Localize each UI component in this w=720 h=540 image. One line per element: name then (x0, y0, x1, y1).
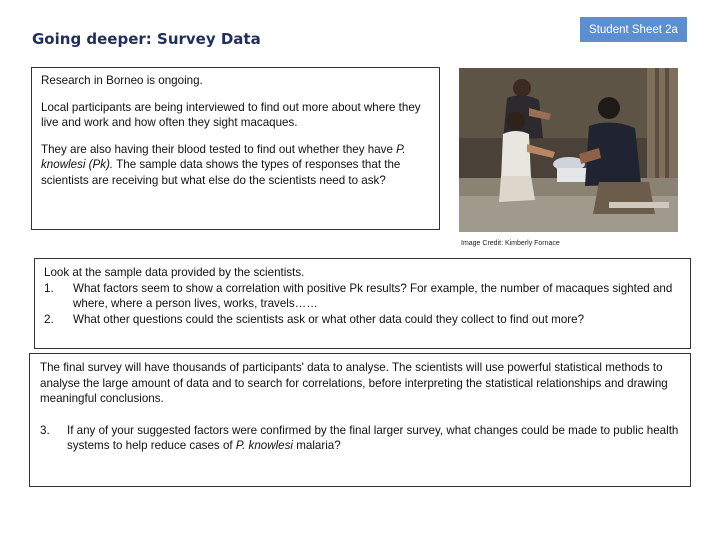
item-number: 2. (44, 312, 54, 326)
question-text-end: malaria? (293, 439, 341, 453)
page-title: Going deeper: Survey Data (32, 30, 261, 48)
field-interview-photo (459, 68, 678, 232)
student-sheet-badge: Student Sheet 2a (580, 17, 687, 42)
item-text: What other questions could the scientists ask or what other data could they collect to find out more? (73, 312, 585, 326)
list-item (44, 312, 682, 328)
intro-p3-start: They are also having their blood tested to find out whether they have (41, 142, 397, 156)
intro-paragraph-2: Local participants are being interviewed to find out more about where they live and work and how often they sight macaques. (41, 100, 421, 130)
intro-p3-end: The sample data shows the types of responses that the scientists are receiving but what else do the scientists need to ask? (41, 158, 401, 187)
species-name: P. knowlesi (Pk). (41, 142, 406, 172)
intro-paragraph-1: Research in Borneo is ongoing. (41, 74, 203, 87)
final-survey-paragraph: The final survey will have thousands of participants' data to analyse. The scientists will use powerful statistical methods to analyse the large amount of data and to search for correlations, before interpreting the statistical relationships and drawing meaningful conclusions. (40, 361, 668, 406)
intro-paragraph-3 (41, 142, 429, 189)
item-text: What factors seem to show a correlation with positive Pk results? For example, the number of macaques sighted and where, where a person lives, works, travels…… (73, 281, 673, 311)
question-text-start: If any of your suggested factors were confirmed by the final larger survey, what changes could be made to public health systems to help reduce cases of (67, 423, 679, 453)
list-item (44, 281, 682, 312)
tasks-list (44, 281, 682, 328)
image-credit: Image Credit: Kimberly Fornace (461, 240, 560, 247)
final-survey-box (29, 353, 691, 487)
species-name: P. knowlesi (235, 439, 293, 453)
question-3 (40, 423, 682, 454)
question-text (67, 423, 682, 454)
item-number: 1. (44, 281, 54, 295)
question-number: 3. (40, 423, 50, 437)
tasks-intro: Look at the sample data provided by the scientists. (44, 266, 305, 279)
intro-text-box (31, 67, 440, 230)
tasks-box (34, 258, 691, 349)
